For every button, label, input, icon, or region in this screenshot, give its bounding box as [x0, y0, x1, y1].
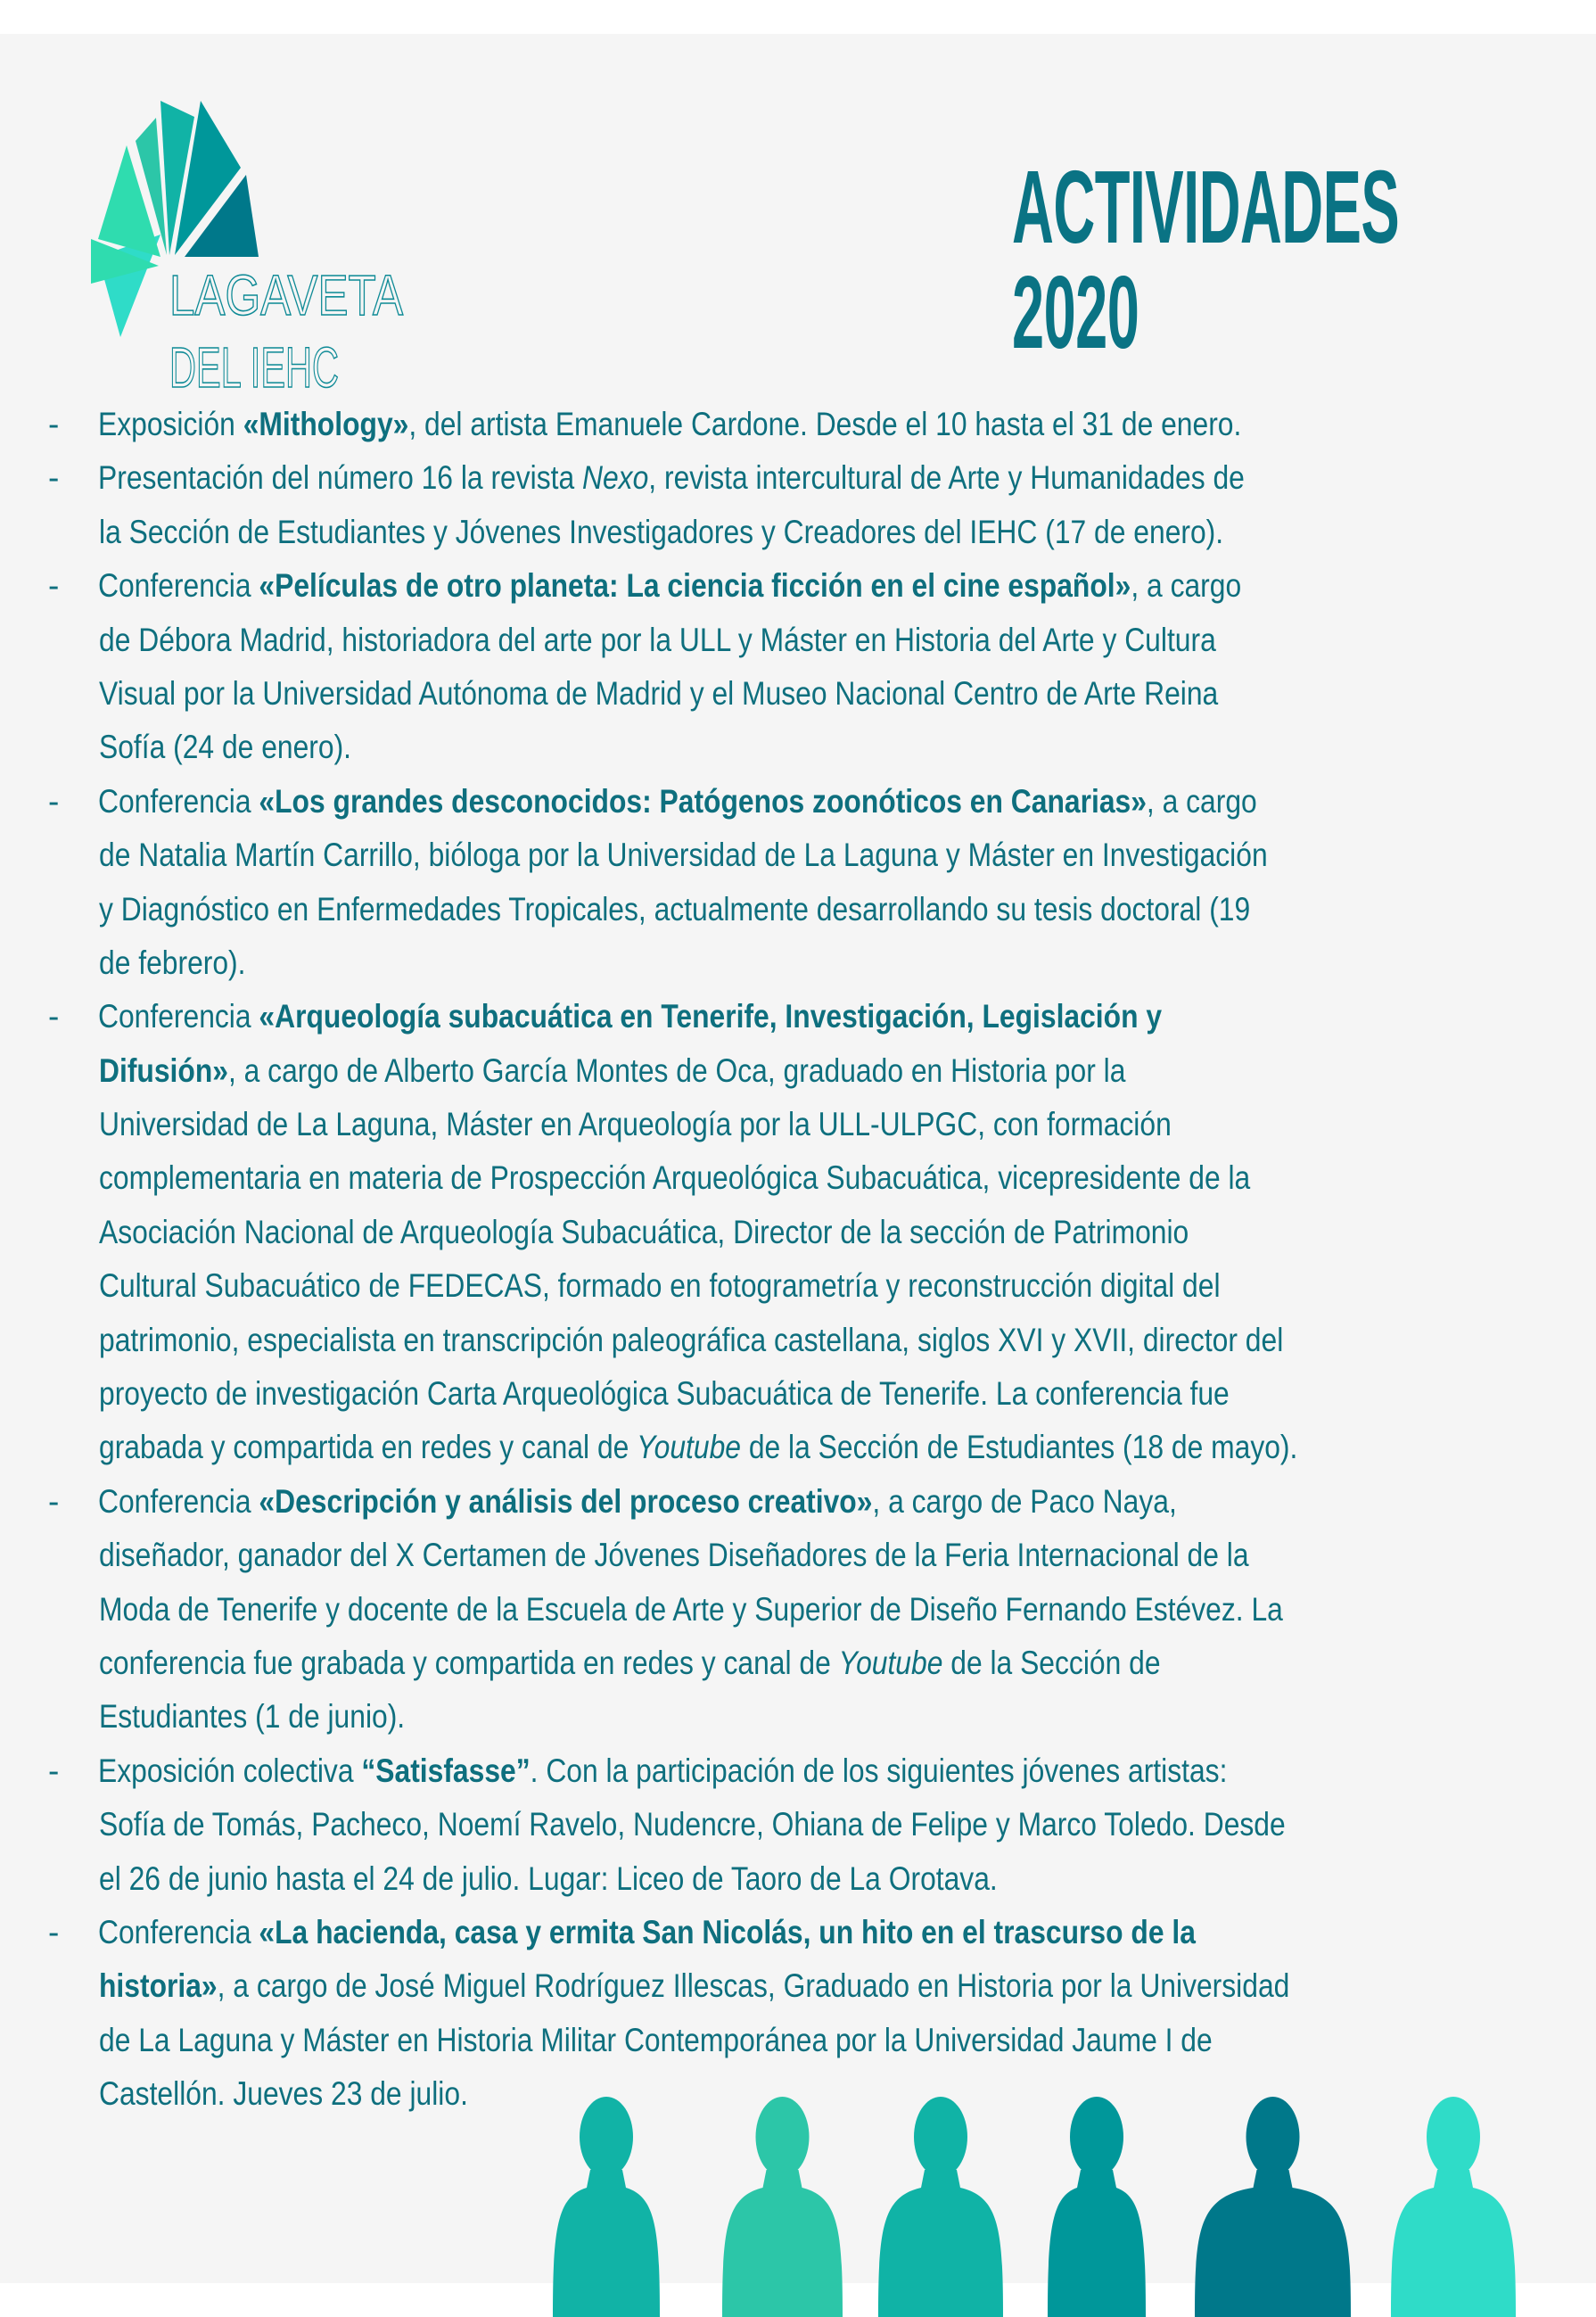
text-run: de Natalia Martín Carrillo, bióloga por la Universidad de La Laguna y Máster en Investigación: [99, 837, 1268, 874]
event-title: «Los grandes desconocidos: Patógenos zoonóticos en Canarias»: [259, 782, 1147, 820]
list-item-line: [0, 883, 1596, 936]
line-text: [99, 1637, 1161, 1690]
text-run: de febrero).: [99, 944, 246, 981]
event-title: «La hacienda, casa y ermita San Nicolás, un hito en el trascurso de la: [259, 1913, 1196, 1950]
line-text: [99, 1852, 998, 1906]
event-title: historia»: [99, 1967, 218, 2005]
line-text: [99, 1044, 1125, 1098]
line-text: [99, 2067, 468, 2121]
text-run: Asociación Nacional de Arqueología Subacuática, Director de la sección de Patrimonio: [99, 1213, 1189, 1250]
page-title: [1012, 149, 1400, 370]
bullet-dash: -: [48, 1752, 60, 1789]
person-silhouette-icon: [878, 2097, 1003, 2317]
list-item-line: [0, 506, 1596, 559]
text-run: , a cargo: [1131, 567, 1242, 605]
text-run: la Sección de Estudiantes y Jóvenes Investigadores y Creadores del IEHC (17 de enero).: [99, 513, 1224, 550]
text-run: Estudiantes (1 de junio).: [99, 1698, 406, 1736]
text-run: Cultural Subacuático de FEDECAS, formado en fotogrametría y reconstrucción digital del: [99, 1267, 1221, 1305]
bullet-dash: -: [48, 1913, 60, 1950]
line-text: [99, 1206, 1189, 1259]
text-run: complementaria en materia de Prospección Arqueológica Subacuática, vicepresidente de la: [99, 1159, 1251, 1197]
bullet-dash: -: [48, 782, 60, 820]
list-item: [0, 990, 1596, 1475]
list-item-line: [0, 451, 1596, 505]
event-title: «Películas de otro planeta: La ciencia ficción en el cine español»: [259, 567, 1131, 605]
list-item-line: [0, 1367, 1596, 1421]
list-item-line: [0, 1314, 1596, 1367]
list-item-line: [0, 2014, 1596, 2067]
list-item-line: [0, 721, 1596, 774]
line-text: [99, 1098, 1172, 1151]
event-title: “Satisfasse”: [361, 1752, 531, 1789]
line-text: [99, 1529, 1249, 1582]
line-text: [99, 1259, 1221, 1313]
list-item-line: [0, 1852, 1596, 1906]
list-item-line: [0, 614, 1596, 667]
text-run: Conferencia: [98, 567, 259, 605]
list-item-line: [0, 1206, 1596, 1259]
text-run: grabada y compartida en redes y canal de: [99, 1429, 638, 1466]
person-silhouette-icon: [722, 2097, 843, 2317]
text-run: Castellón. Jueves 23 de julio.: [99, 2075, 468, 2113]
line-text: [98, 775, 1257, 829]
line-text: [99, 883, 1250, 936]
list-item-line: [0, 1798, 1596, 1851]
title-line2: 2020: [1012, 254, 1139, 370]
list-item-line: [0, 1475, 1596, 1529]
list-item-line: [0, 775, 1596, 829]
line-text: [98, 1744, 1227, 1798]
text-run: . Con la participación de los siguientes jóvenes artistas:: [530, 1752, 1228, 1789]
text-run: de la Sección de Estudiantes (18 de mayo).: [740, 1429, 1298, 1466]
text-run: Moda de Tenerife y docente de la Escuela de Arte y Superior de Diseño Fernando Estévez. La: [99, 1590, 1283, 1628]
text-run: Exposición: [98, 406, 243, 442]
person-silhouette-icon: [1391, 2097, 1516, 2317]
text-run: , a cargo de Alberto García Montes de Oca, graduado en Historia por la: [227, 1051, 1126, 1089]
text-run: Universidad de La Laguna, Máster en Arqueología por la ULL-ULPGC, con formación: [99, 1106, 1172, 1143]
text-run: de Débora Madrid, historiadora del arte por la ULL y Máster en Historia del Arte y Cultura: [99, 621, 1216, 658]
line-text: [99, 936, 246, 990]
list-item-line: [0, 559, 1596, 613]
person-silhouette-icon: [1195, 2097, 1351, 2317]
italic-text: Youtube: [838, 1644, 943, 1681]
line-text: [98, 559, 1241, 613]
list-item: [0, 559, 1596, 775]
text-run: conferencia fue grabada y compartida en redes y canal de: [99, 1644, 839, 1681]
list-item-line: [0, 936, 1596, 990]
list-item-line: [0, 1583, 1596, 1637]
list-item-line: [0, 398, 1596, 451]
event-title: «Mithology»: [243, 406, 409, 442]
line-text: [99, 829, 1268, 882]
line-text: [98, 990, 1162, 1043]
text-run: , del artista Emanuele Cardone. Desde el 10 hasta el 31 de enero.: [408, 406, 1242, 442]
event-title: Difusión»: [99, 1051, 228, 1089]
la-gaveta-logo: [80, 87, 508, 400]
line-text: [99, 1798, 1286, 1851]
list-item: [0, 1744, 1596, 1906]
text-run: de la Sección de: [942, 1644, 1161, 1681]
activities-list: [0, 398, 1596, 2122]
italic-text: Nexo: [582, 459, 649, 497]
line-text: [99, 1151, 1250, 1205]
list-item-line: [0, 1690, 1596, 1744]
list-item-line: [0, 1044, 1596, 1098]
page: [0, 34, 1596, 2283]
list-item-line: [0, 1959, 1596, 2013]
title-line1: ACTIVIDADES: [1012, 149, 1400, 265]
line-text: [99, 1421, 1297, 1474]
logo-text-line1: LAGAVETA: [169, 263, 404, 327]
text-run: de La Laguna y Máster en Historia Militar Contemporánea por la Universidad Jaume I de: [99, 2021, 1213, 2058]
line-text: [99, 1367, 1230, 1421]
line-text: [98, 451, 1245, 505]
event-title: «Arqueología subacuática en Tenerife, Investigación, Legislación y: [259, 998, 1163, 1035]
text-run: proyecto de investigación Carta Arqueológica Subacuática de Tenerife. La conferencia fue: [99, 1375, 1230, 1413]
list-item-line: [0, 1151, 1596, 1205]
text-run: Conferencia: [98, 1913, 259, 1950]
text-run: , a cargo de José Miguel Rodríguez Illescas, Graduado en Historia por la Universidad: [217, 1967, 1290, 2005]
text-run: Conferencia: [98, 998, 259, 1035]
person-silhouette-icon: [1048, 2097, 1146, 2317]
list-item: [0, 1475, 1596, 1744]
bullet-dash: -: [48, 1482, 60, 1520]
list-item-line: [0, 1529, 1596, 1582]
list-item-line: [0, 1259, 1596, 1313]
list-item: [0, 451, 1596, 559]
logo-text-line2: DEL IEHC: [169, 335, 339, 400]
text-run: Presentación del número 16 la revista: [98, 459, 583, 497]
list-item-line: [0, 1637, 1596, 1690]
list-item: [0, 775, 1596, 991]
bullet-dash: -: [48, 567, 60, 605]
text-run: , a cargo de Paco Naya,: [872, 1482, 1177, 1520]
line-text: [99, 1690, 405, 1744]
bullet-dash: -: [48, 406, 60, 442]
people-silhouettes: [535, 2085, 1596, 2317]
text-run: Sofía (24 de enero).: [99, 729, 352, 766]
list-item-line: [0, 1744, 1596, 1798]
text-run: y Diagnóstico en Enfermedades Tropicales, actualmente desarrollando su tesis doctoral (19: [99, 890, 1251, 928]
text-run: Exposición colectiva: [98, 1752, 362, 1789]
text-run: Visual por la Universidad Autónoma de Madrid y el Museo Nacional Centro de Arte Reina: [99, 674, 1219, 712]
line-text: [99, 506, 1223, 559]
text-run: el 26 de junio hasta el 24 de julio. Lugar: Liceo de Taoro de La Orotava.: [99, 1859, 998, 1897]
text-run: Sofía de Tomás, Pacheco, Noemí Ravelo, Nudencre, Ohiana de Felipe y Marco Toledo. Desde: [99, 1806, 1286, 1843]
line-text: [99, 2014, 1213, 2067]
line-text: [99, 667, 1218, 721]
list-item-line: [0, 990, 1596, 1043]
line-text: [99, 721, 351, 774]
line-text: [99, 614, 1216, 667]
text-run: Conferencia: [98, 782, 259, 820]
bullet-dash: -: [48, 459, 60, 497]
line-text: [99, 1583, 1283, 1637]
line-text: [98, 398, 1241, 451]
text-run: diseñador, ganador del X Certamen de Jóvenes Diseñadores de la Feria Internacional de la: [99, 1537, 1249, 1574]
text-run: patrimonio, especialista en transcripción paleográfica castellana, siglos XVI y XVII, director del: [99, 1321, 1284, 1358]
italic-text: Youtube: [637, 1429, 741, 1466]
line-text: [99, 1959, 1289, 2013]
line-text: [99, 1314, 1283, 1367]
text-run: , a cargo: [1146, 782, 1257, 820]
list-item-line: [0, 829, 1596, 882]
list-item-line: [0, 667, 1596, 721]
line-text: [98, 1906, 1196, 1959]
list-item-line: [0, 1906, 1596, 1959]
list-item-line: [0, 1421, 1596, 1474]
event-title: «Descripción y análisis del proceso creativo»: [259, 1482, 873, 1520]
bullet-dash: -: [48, 998, 60, 1035]
text-run: , revista intercultural de Arte y Humanidades de: [648, 459, 1245, 497]
line-text: [98, 1475, 1177, 1529]
list-item: [0, 398, 1596, 451]
person-silhouette-icon: [553, 2097, 660, 2317]
text-run: Conferencia: [98, 1482, 259, 1520]
list-item-line: [0, 1098, 1596, 1151]
